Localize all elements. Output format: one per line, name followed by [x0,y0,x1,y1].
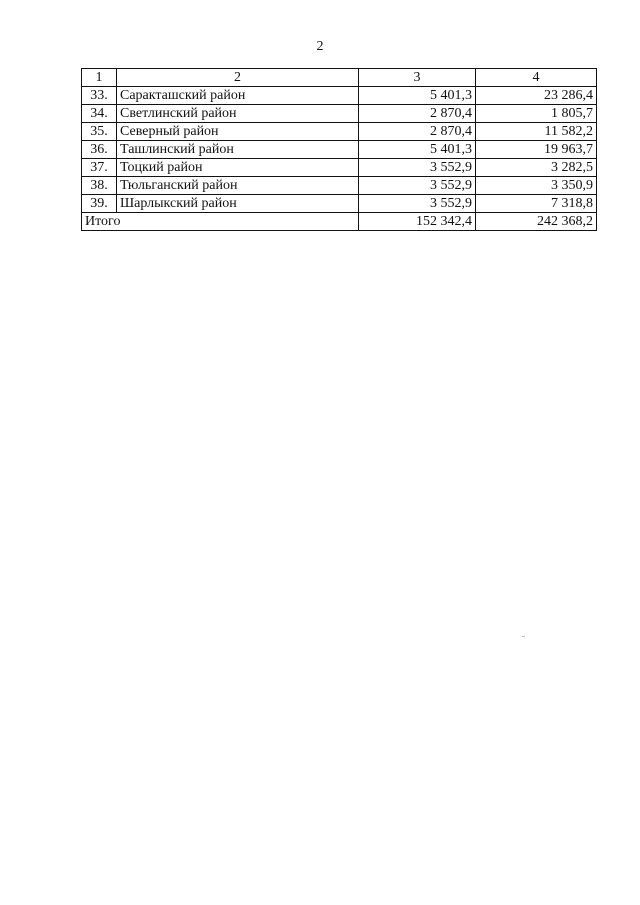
row-number: 38. [82,177,117,195]
district-name: Саракташский район [117,87,359,105]
district-name: Тюльганский район [117,177,359,195]
value-col-3: 3 552,9 [359,177,476,195]
header-col-3: 3 [359,69,476,87]
table-total-row [82,213,597,231]
value-col-4: 23 286,4 [476,87,597,105]
header-col-2: 2 [117,69,359,87]
header-col-4: 4 [476,69,597,87]
district-name: Северный район [117,123,359,141]
row-number: 39. [82,195,117,213]
row-number: 33. [82,87,117,105]
district-name: Шарлыкский район [117,195,359,213]
table-row [82,141,597,159]
row-number: 35. [82,123,117,141]
row-number: 37. [82,159,117,177]
table-row [82,87,597,105]
total-label: Итого [82,213,359,231]
page-number: 2 [316,39,324,54]
table-row [82,177,597,195]
value-col-3: 2 870,4 [359,123,476,141]
district-name: Тоцкий район [117,159,359,177]
allocation-table [81,68,597,231]
table-header-row [82,69,597,87]
table-row [82,195,597,213]
district-name: Светлинский район [117,105,359,123]
value-col-4: 11 582,2 [476,123,597,141]
table-row [82,105,597,123]
table-row [82,123,597,141]
table-row [82,159,597,177]
value-col-4: 7 318,8 [476,195,597,213]
value-col-4: 1 805,7 [476,105,597,123]
header-col-1: 1 [82,69,117,87]
value-col-4: 3 282,5 [476,159,597,177]
value-col-3: 5 401,3 [359,87,476,105]
value-col-3: 5 401,3 [359,141,476,159]
total-col-3: 152 342,4 [359,213,476,231]
district-name: Ташлинский район [117,141,359,159]
scan-speck [522,636,525,637]
value-col-4: 19 963,7 [476,141,597,159]
value-col-3: 3 552,9 [359,195,476,213]
value-col-3: 3 552,9 [359,159,476,177]
value-col-4: 3 350,9 [476,177,597,195]
row-number: 34. [82,105,117,123]
row-number: 36. [82,141,117,159]
total-col-4: 242 368,2 [476,213,597,231]
value-col-3: 2 870,4 [359,105,476,123]
